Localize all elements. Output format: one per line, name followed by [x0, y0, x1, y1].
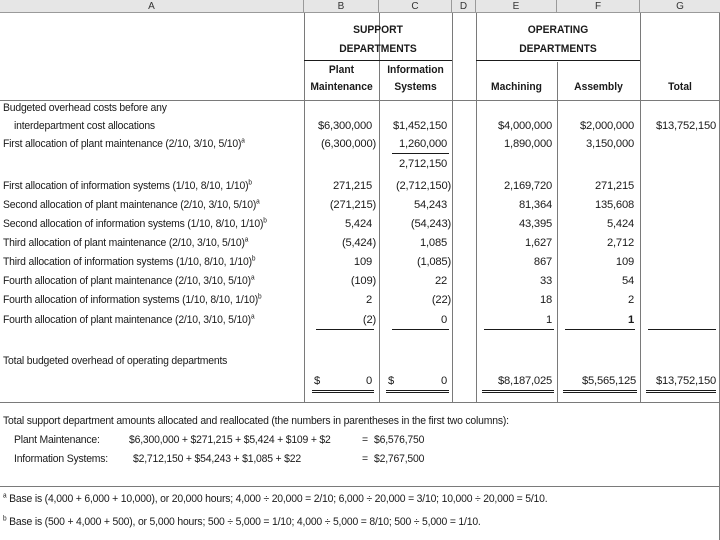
footnote-mark: b: [263, 217, 267, 225]
total-row-label: Total budgeted overhead of operating departments: [3, 355, 228, 367]
summary-plant-label: Plant Maintenance:: [14, 434, 100, 446]
cell-g[interactable]: $13,752,150: [655, 120, 716, 132]
cell-e[interactable]: 43,395: [518, 218, 552, 230]
cell-c-dollar: $: [388, 375, 395, 387]
systems-header: Systems: [394, 81, 437, 93]
cell-f[interactable]: 3,150,000: [586, 138, 634, 150]
subtotal-underline: [392, 153, 449, 154]
summary-info-label: Information Systems:: [14, 453, 109, 465]
cell-e[interactable]: 867: [533, 256, 552, 268]
information-header: Information: [387, 64, 444, 76]
cell-f[interactable]: 271,215: [594, 180, 634, 192]
row-label: Second allocation of information systems (1/10, 8/10, 1/10)$^b$: [3, 217, 267, 230]
support-underline: [304, 60, 452, 61]
support-departments-header: DEPARTMENTS: [339, 43, 417, 55]
footnote-divider: [0, 486, 720, 487]
column-header-bar: [0, 0, 720, 13]
row-label: Fourth allocation of plant maintenance (2/10, 3/10, 5/10)$^a$: [3, 313, 255, 326]
footnote-mark: b: [251, 255, 256, 263]
footnote-mark: a: [241, 137, 245, 145]
footnote-a: $^a$ Base is (4,000 + 6,000 + 10,000), or 20,000 hours; 4,000 ÷ 20,000 = 2/10; 6,000 ÷ 20,000 = 3/10; 10,000 ÷ 20,000 = 5/10.: [3, 492, 548, 505]
cell-e-total[interactable]: $8,187,025: [498, 375, 552, 387]
cell-f[interactable]: 54: [621, 275, 634, 287]
cell-e[interactable]: 1,627: [525, 237, 552, 249]
cell-b[interactable]: 2: [365, 294, 372, 306]
operating-underline: [476, 60, 640, 61]
cell-c[interactable]: 0: [440, 314, 447, 326]
cell-b[interactable]: $6,300,000: [318, 120, 372, 132]
footnote-mark: b: [248, 179, 252, 187]
machining-header: Machining: [491, 81, 542, 93]
cell-c[interactable]: (22): [431, 294, 451, 306]
double-underline: [386, 390, 449, 393]
cell-b[interactable]: 109: [353, 256, 372, 268]
column-f-header[interactable]: F: [557, 0, 640, 13]
column-a-header[interactable]: A: [0, 0, 304, 13]
summary-info-eq: =: [362, 453, 368, 465]
cell-b[interactable]: (5,424): [341, 237, 376, 249]
row-label: Second allocation of plant maintenance (2/10, 3/10, 5/10)$^a$: [3, 198, 260, 211]
cell-e[interactable]: $4,000,000: [498, 120, 552, 132]
double-underline: [563, 390, 637, 393]
cell-e[interactable]: 18: [539, 294, 552, 306]
assembly-header: Assembly: [574, 81, 623, 93]
row-label: First allocation of plant maintenance (2/10, 3/10, 5/10)$^a$: [3, 137, 245, 150]
cell-f[interactable]: 5,424: [607, 218, 634, 230]
cell-f[interactable]: 2,712: [607, 237, 634, 249]
summary-plant-calc: $6,300,000 + $271,215 + $5,424 + $109 + $2: [129, 434, 331, 446]
column-underline: [316, 329, 374, 330]
cell-e[interactable]: 81,364: [518, 199, 552, 211]
cell-c[interactable]: (2,712,150): [395, 180, 451, 192]
cell-e[interactable]: 2,169,720: [504, 180, 552, 192]
column-d-header[interactable]: D: [452, 0, 476, 13]
table-bottom-line: [0, 402, 720, 403]
column-g-header[interactable]: G: [676, 1, 684, 12]
footnote-b-mark: b: [3, 515, 7, 523]
column-underline: [565, 329, 635, 330]
cell-b[interactable]: (271,215): [329, 199, 376, 211]
grid-line: [557, 62, 558, 402]
cell-c[interactable]: (1,085): [416, 256, 451, 268]
cell-b[interactable]: 5,424: [345, 218, 372, 230]
footnote-a-mark: a: [3, 492, 7, 500]
column-underline: [392, 329, 449, 330]
cell-g-total[interactable]: $13,752,150: [655, 375, 716, 387]
cell-c[interactable]: 1,085: [420, 237, 447, 249]
double-underline: [482, 390, 554, 393]
operating-header: OPERATING: [527, 24, 589, 36]
footnote-mark: a: [256, 198, 260, 206]
row-label: interdepartment cost allocations: [14, 120, 155, 132]
column-c-header[interactable]: C: [379, 0, 452, 13]
double-underline: [646, 390, 716, 393]
cell-b[interactable]: (2): [362, 314, 376, 326]
footnote-mark: b: [258, 293, 262, 301]
cell-f[interactable]: $2,000,000: [580, 120, 634, 132]
summary-plant-eq: =: [362, 434, 368, 446]
summary-info-result: $2,767,500: [374, 453, 425, 465]
footnote-mark: a: [244, 236, 249, 244]
row-label: Fourth allocation of plant maintenance (2/10, 3/10, 5/10)$^a$: [3, 274, 255, 287]
maintenance-header: Maintenance: [310, 81, 373, 93]
column-underline: [484, 329, 554, 330]
cell-e[interactable]: 33: [539, 275, 552, 287]
cell-f[interactable]: 1: [627, 314, 634, 326]
cell-c-total[interactable]: 0: [440, 375, 447, 387]
cell-b[interactable]: 271,215: [332, 180, 372, 192]
row-label: First allocation of information systems (1/10, 8/10, 1/10)$^b$: [3, 179, 252, 192]
summary-info-calc: $2,712,150 + $54,243 + $1,085 + $22: [133, 453, 301, 465]
cell-c[interactable]: 1,260,000: [399, 138, 447, 150]
cell-c[interactable]: 2,712,150: [399, 158, 447, 170]
double-underline: [312, 390, 374, 393]
column-underline: [648, 329, 716, 330]
cell-f[interactable]: 2: [627, 294, 634, 306]
row-label: Third allocation of plant maintenance (2/10, 3/10, 5/10)$^a$: [3, 236, 249, 249]
cell-c[interactable]: (54,243): [410, 218, 451, 230]
cell-c[interactable]: 54,243: [413, 199, 447, 211]
cell-f[interactable]: 109: [615, 256, 634, 268]
cell-b[interactable]: (109): [350, 275, 376, 287]
cell-e[interactable]: 1,890,000: [504, 138, 552, 150]
grid-line: [452, 13, 453, 402]
row-label: Third allocation of information systems (1/10, 8/10, 1/10)$^b$: [3, 255, 256, 268]
column-e-header[interactable]: E: [476, 0, 557, 13]
cell-b-dollar: $: [314, 375, 321, 387]
cell-f[interactable]: 135,608: [594, 199, 634, 211]
operating-departments-header: DEPARTMENTS: [519, 43, 597, 55]
total-header: Total: [668, 81, 692, 93]
cell-f-total[interactable]: $5,565,125: [582, 375, 636, 387]
cell-c[interactable]: $1,452,150: [393, 120, 447, 132]
cell-b[interactable]: (6,300,000): [320, 138, 376, 150]
summary-plant-result: $6,576,750: [374, 434, 425, 446]
column-b-header[interactable]: B: [304, 0, 379, 13]
cell-b-total[interactable]: 0: [365, 375, 372, 387]
row-label: Fourth allocation of information systems (1/10, 8/10, 1/10)$^b$: [3, 293, 262, 306]
footnote-mark: a: [250, 313, 255, 321]
cell-c[interactable]: 22: [434, 275, 447, 287]
plant-header: Plant: [328, 64, 355, 76]
support-header: SUPPORT: [353, 24, 403, 36]
cell-e[interactable]: 1: [545, 314, 552, 326]
footnote-b: $^b$ Base is (500 + 4,000 + 500), or 5,000 hours; 500 ÷ 5,000 = 1/10; 4,000 ÷ 5,000 = 8/10; 500 ÷ 5,000 = 1/10.: [3, 515, 481, 528]
summary-title: Total support department amounts allocated and reallocated (the numbers in parentheses in the first two columns):: [3, 415, 509, 427]
footnote-mark: a: [250, 274, 255, 282]
grid-line: [640, 13, 641, 402]
row-label: Budgeted overhead costs before any: [3, 102, 167, 114]
